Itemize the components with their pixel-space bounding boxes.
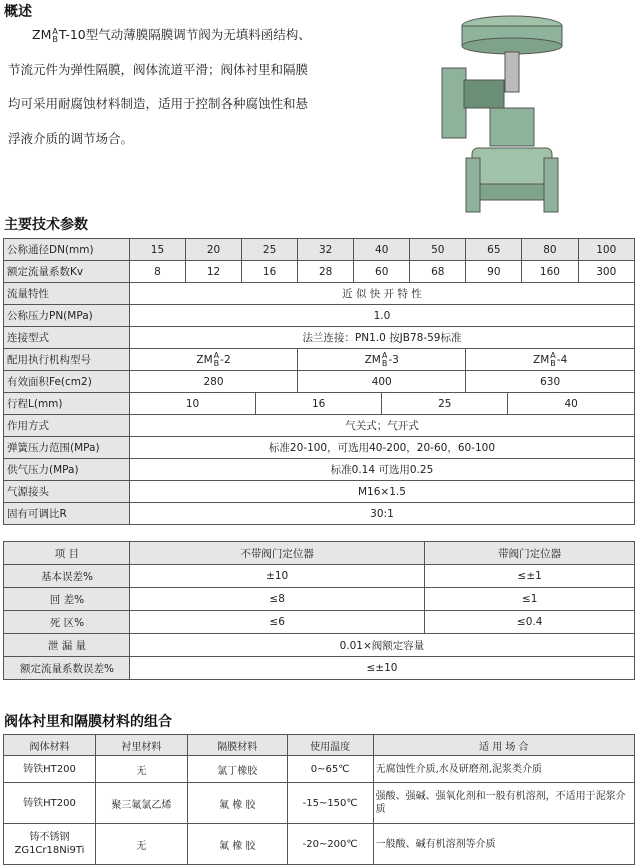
stroke-value: 10 [129,393,255,415]
actuator-model: ZM A B -3 [298,349,466,371]
table-cell: 连接型式 [4,327,130,349]
table-row [4,371,635,393]
table-cell: 回 差% [4,588,130,611]
diaphragm-material: 氟 橡 胶 [187,824,287,865]
table-row [4,756,635,783]
dn-value: 65 [466,239,522,261]
area-value: 280 [129,371,297,393]
table-row [4,437,635,459]
kv-value: 60 [354,261,410,283]
column-header: 隔膜材料 [187,735,287,756]
table-row [4,824,635,865]
table-cell: ±10 [129,565,424,588]
params-heading: 主要技术参数 [4,217,88,233]
table-cell: 流量特性 [4,283,130,305]
column-header: 阀体材料 [4,735,96,756]
overview-heading: 概述 [4,4,32,20]
table-cell: 有效面积Fe(cm2) [4,371,130,393]
column-header: 衬里材料 [95,735,187,756]
model-prefix: ZM [32,27,52,42]
table-cell: 行程L(mm) [4,393,130,415]
kv-value: 28 [298,261,354,283]
table-cell: 带阀门定位器 [425,542,635,565]
body-material: 铸铁HT200 [4,756,96,783]
actuator-model: ZM A B -4 [466,349,635,371]
diaphragm-material: 氟 橡 胶 [187,783,287,824]
kv-value: 160 [522,261,578,283]
table-cell: ≤1 [425,588,635,611]
table-cell: 0.01×阀额定容量 [129,634,634,657]
table-cell: 配用执行机构型号 [4,349,130,371]
application: 强酸、强碱、强氧化剂和一般有机溶剂，不适用于泥浆介质 [373,783,634,824]
dn-value: 20 [186,239,242,261]
column-header: 适 用 场 合 [373,735,634,756]
table-row [4,481,635,503]
table-cell: ≤±1 [425,565,635,588]
table-row [4,349,635,371]
table-cell: 作用方式 [4,415,130,437]
table-row [4,261,635,283]
lining-material: 无 [95,756,187,783]
dn-value: 15 [129,239,185,261]
intro-line1: T-10型气动薄膜隔膜调节阀为无填料函结构、 [58,27,311,42]
table-row [4,735,635,756]
stroke-value: 25 [382,393,508,415]
lining-material: 无 [95,824,187,865]
table-cell: M16×1.5 [129,481,634,503]
intro-text [8,18,353,156]
kv-value: 8 [129,261,185,283]
model-fraction: A B [52,26,58,44]
temperature: 0~65℃ [287,756,373,783]
kv-value: 68 [410,261,466,283]
dn-value: 50 [410,239,466,261]
temperature: -15~150℃ [287,783,373,824]
table-cell: 近 似 快 开 特 性 [129,283,634,305]
table-cell: 法兰连接：PN1.0 按JB78-59标准 [129,327,634,349]
intro-line3: 均可采用耐腐蚀材料制造，适用于控制各种腐蚀性和悬 [8,96,309,111]
table-cell: 标准0.14 可选用0.25 [129,459,634,481]
table-row [4,503,635,525]
materials-table [3,734,635,865]
table-row [4,283,635,305]
table-cell: 固有可调比R [4,503,130,525]
table-row [4,783,635,824]
table-cell: ≤6 [129,611,424,634]
table-cell: ≤±10 [129,657,634,680]
table-cell: 气源接头 [4,481,130,503]
table-cell: 气关式；气开式 [129,415,634,437]
temperature: -20~200℃ [287,824,373,865]
table-row [4,415,635,437]
column-header: 使用温度 [287,735,373,756]
table-row [4,657,635,680]
table-cell: 弹簧压力范围(MPa) [4,437,130,459]
valve-illustration [420,8,580,218]
table-cell: 1.0 [129,305,634,327]
table-cell: 不带阀门定位器 [129,542,424,565]
table-cell: 基本误差% [4,565,130,588]
table-row [4,565,635,588]
table-row [4,542,635,565]
table-row [4,393,635,415]
table-cell: 30:1 [129,503,634,525]
table-cell: 标准20-100，可选用40-200，20-60，60-100 [129,437,634,459]
dn-value: 80 [522,239,578,261]
table-row [4,634,635,657]
table-row [4,305,635,327]
area-value: 630 [466,371,635,393]
dn-value: 40 [354,239,410,261]
actuator-model: ZM A B -2 [129,349,297,371]
table-cell: ≤8 [129,588,424,611]
table-row [4,327,635,349]
table-cell: 供气压力(MPa) [4,459,130,481]
table-cell: 泄 漏 量 [4,634,130,657]
area-value: 400 [298,371,466,393]
kv-value: 12 [186,261,242,283]
params-table [3,238,635,525]
table-row [4,611,635,634]
diaphragm-material: 氯丁橡胶 [187,756,287,783]
kv-value: 300 [578,261,635,283]
table-row [4,239,635,261]
table-cell: 公称压力PN(MPa) [4,305,130,327]
kv-value: 90 [466,261,522,283]
materials-heading: 阀体衬里和隔膜材料的组合 [4,714,172,730]
table-cell: 公称通径DN(mm) [4,239,130,261]
lining-material: 聚三氟氯乙烯 [95,783,187,824]
body-material: 铸铁HT200 [4,783,96,824]
table-cell: 额定流量系数Kv [4,261,130,283]
table-cell: 额定流量系数误差% [4,657,130,680]
body-material: 铸不锈钢 ZG1Cr18Ni9Ti [4,824,96,865]
table-cell: 死 区% [4,611,130,634]
application: 无腐蚀性介质,水及研磨剂,泥浆类介质 [373,756,634,783]
table-cell: ≤0.4 [425,611,635,634]
table-row [4,588,635,611]
application: 一般酸、碱有机溶剂等介质 [373,824,634,865]
intro-line2: 节流元件为弹性隔膜，阀体流道平滑；阀体衬里和隔膜 [8,61,309,77]
dn-value: 32 [298,239,354,261]
performance-table [3,541,635,680]
table-row [4,459,635,481]
stroke-value: 40 [508,393,635,415]
kv-value: 16 [242,261,298,283]
stroke-value: 16 [256,393,382,415]
intro-line4: 浮液介质的调节场合。 [8,130,134,146]
table-cell: 项 目 [4,542,130,565]
dn-value: 25 [242,239,298,261]
dn-value: 100 [578,239,635,261]
